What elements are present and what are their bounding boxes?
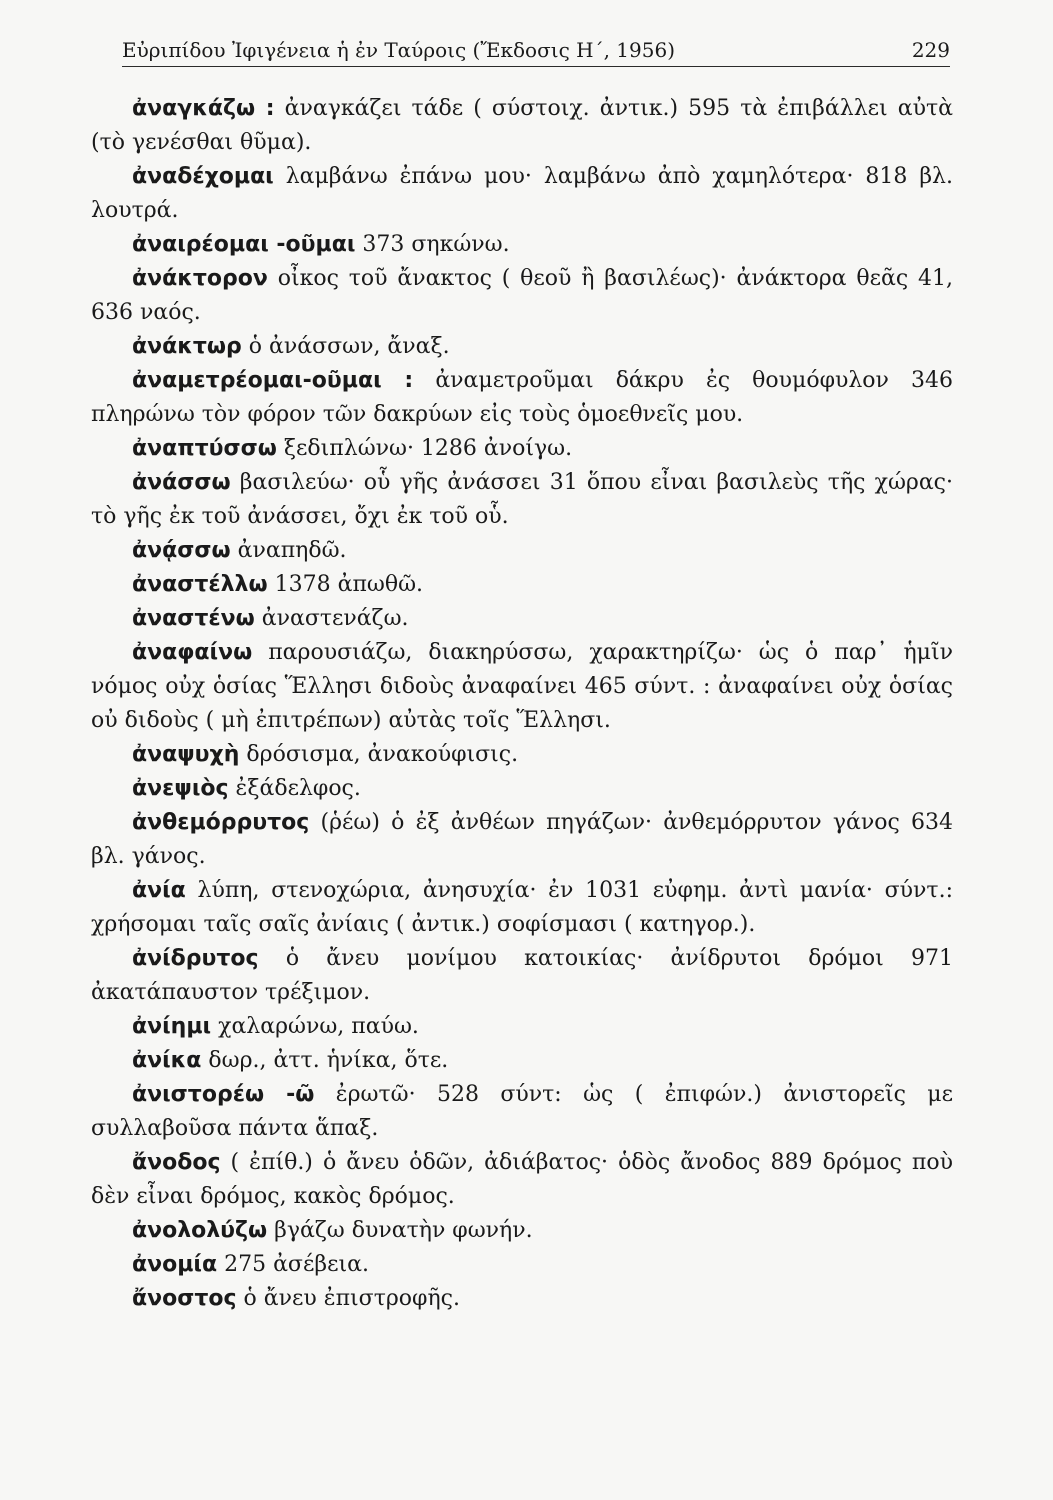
entry-lemma: ἀνθεμόρρυτος	[132, 810, 310, 835]
entry-text: χαλαρώνω, παύω.	[218, 1014, 419, 1039]
entry-lemma: ἄνοδος	[132, 1150, 221, 1175]
entry-lemma: ἀνομία	[132, 1252, 218, 1277]
entry-text: ἐρωτῶ· 528 σύντ: ὡς ( ἐπιφών.) ἀνιστορεῖς με συλλαβοῦσα πάντα ἅπαξ.	[91, 1082, 953, 1141]
entry-text: 1378 ἀπωθῶ.	[274, 572, 424, 597]
entry-text: οἶκος τοῦ ἄνακτος ( θεοῦ ἢ βασιλέως)· ἀνάκτορα θεᾶς 41, 636 ναός.	[91, 266, 954, 325]
entry-text: ὁ ἀνάσσων, ἄναξ.	[248, 334, 450, 359]
glossary-entry	[91, 636, 953, 738]
entry-lemma: ἀνολολύζω	[132, 1218, 268, 1243]
entry-lemma: ἀναμετρέομαι-οῦμαι :	[132, 368, 414, 393]
glossary-entry	[91, 1044, 953, 1078]
entry-lemma: ἀνάσσω	[132, 470, 231, 495]
glossary-entry	[91, 364, 953, 432]
running-header	[122, 36, 950, 67]
glossary-entry	[91, 942, 953, 1010]
glossary-entry	[91, 772, 953, 806]
entry-text: δρόσισμα, ἀνακούφισις.	[246, 742, 519, 767]
entry-text: λαμβάνω ἐπάνω μου· λαμβάνω ἀπὸ χαμηλότερα· 818 βλ. λουτρά.	[91, 164, 953, 223]
glossary-entry	[91, 1248, 953, 1282]
glossary-entry	[91, 1214, 953, 1248]
entry-text: ξεδιπλώνω· 1286 ἀνοίγω.	[283, 436, 573, 461]
glossary-entry	[91, 92, 953, 160]
entry-text: ὁ ἄνευ ἐπιστροφῆς.	[243, 1286, 460, 1311]
entry-lemma: ἀναψυχὴ	[132, 742, 240, 767]
entry-lemma: ἀναστέλλω	[132, 572, 268, 597]
entry-lemma: ἀναφαίνω	[132, 640, 253, 665]
entry-text: (ῥέω) ὁ ἐξ ἀνθέων πηγάζων· ἀνθεμόρρυτον γάνος 634 βλ. γάνος.	[91, 810, 953, 869]
entry-text: ἀναπηδῶ.	[237, 538, 347, 563]
glossary-entry	[91, 1078, 953, 1146]
entry-text: ἀναμετροῦμαι δάκρυ ἐς θουμόφυλον 346 πληρώνω τὸν φόρον τῶν δακρύων εἰς τοὺς ὁμοεθνεῖς μου.	[91, 368, 953, 427]
entry-lemma: ἀναπτύσσω	[132, 436, 277, 461]
glossary-entry	[91, 806, 953, 874]
entry-text: 275 ἀσέβεια.	[224, 1252, 369, 1277]
running-title: Εὐριπίδου Ἰφιγένεια ἡ ἐν Ταύροις (Ἔκδοσις Η΄, 1956)	[122, 38, 675, 62]
entry-lemma: ἀνεψιὸς	[132, 776, 229, 801]
entry-text: ( ἐπίθ.) ὁ ἄνευ ὁδῶν, ἀδιάβατος· ὁδὸς ἄνοδος 889 δρόμος ποὺ δὲν εἶναι δρόμος, κακὸς δρόμος.	[91, 1150, 953, 1209]
entry-lemma: ἀνάκτορον	[132, 266, 268, 291]
glossary-entry	[91, 1282, 953, 1316]
entry-lemma: ἀνιστορέω -ῶ	[132, 1082, 315, 1107]
entry-text: ἀναστενάζω.	[261, 606, 409, 631]
glossary-entry	[91, 466, 953, 534]
entry-lemma: ἀνάκτωρ	[132, 334, 242, 359]
glossary-entry	[91, 1146, 953, 1214]
entry-lemma: ἄνοστος	[132, 1286, 237, 1311]
glossary-entry	[91, 330, 953, 364]
glossary-entry	[91, 602, 953, 636]
entry-text: παρουσιάζω, διακηρύσσω, χαρακτηρίζω· ὡς ὁ παρ᾿ ἡμῖν νόμος οὐχ ὁσίας Ἕλλησι διδοὺς ἀναφαίνει 465 σύντ. : ἀναφαίνει οὐχ ὁσίας οὐ διδοὺς ( μὴ ἐπιτρέπων) αὐτὰς τοῖς Ἕλλησι.	[91, 640, 953, 733]
glossary-entry	[91, 228, 953, 262]
glossary-entry	[91, 874, 953, 942]
entry-lemma: ἀνία	[132, 878, 186, 903]
entry-lemma: ἀνίδρυτος	[132, 946, 259, 971]
entry-lemma: ἀναστένω	[132, 606, 255, 631]
glossary-entry	[91, 738, 953, 772]
glossary-entry	[91, 534, 953, 568]
page-number: 229	[911, 38, 950, 62]
entry-text: 373 σηκώνω.	[362, 232, 510, 257]
glossary-entry	[91, 432, 953, 466]
entry-text: ἐξάδελφος.	[235, 776, 361, 801]
entry-lemma: ἀναγκάζω :	[132, 96, 275, 121]
entry-lemma: ἀνίκα	[132, 1048, 202, 1073]
glossary-entry	[91, 160, 953, 228]
entry-text: βασιλεύω· οὗ γῆς ἀνάσσει 31 ὅπου εἶναι βασιλεὺς τῆς χώρας· τὸ γῆς ἐκ τοῦ ἀνάσσει, ὄχι ἐκ τοῦ οὗ.	[91, 470, 953, 529]
entry-lemma: ἀναιρέομαι -οῦμαι	[132, 232, 356, 257]
glossary-entry	[91, 1010, 953, 1044]
entry-lemma: ἀνᾴσσω	[132, 538, 231, 563]
glossary-entry	[91, 262, 953, 330]
glossary-entries	[91, 92, 953, 1316]
glossary-entry	[91, 568, 953, 602]
entry-text: βγάζω δυνατὴν φωνήν.	[274, 1218, 533, 1243]
entry-text: ἀναγκάζει τάδε ( σύστοιχ. ἀντικ.) 595 τὰ ἐπιβάλλει αὐτὰ (τὸ γενέσθαι θῦμα).	[91, 96, 953, 155]
entry-lemma: ἀνίημι	[132, 1014, 212, 1039]
entry-text: ὁ ἄνευ μονίμου κατοικίας· ἀνίδρυτοι δρόμοι 971 ἀκατάπαυστον τρέξιμον.	[91, 946, 953, 1005]
entry-text: λύπη, στενοχώρια, ἀνησυχία· ἐν 1031 εὐφημ. ἀντὶ μανία· σύντ.: χρήσομαι ταῖς σαῖς ἀνίαις ( ἀντικ.) σοφίσμασι ( κατηγορ.).	[91, 878, 953, 937]
entry-text: δωρ., ἀττ. ἡνίκα, ὅτε.	[208, 1048, 449, 1073]
entry-lemma: ἀναδέχομαι	[132, 164, 274, 189]
